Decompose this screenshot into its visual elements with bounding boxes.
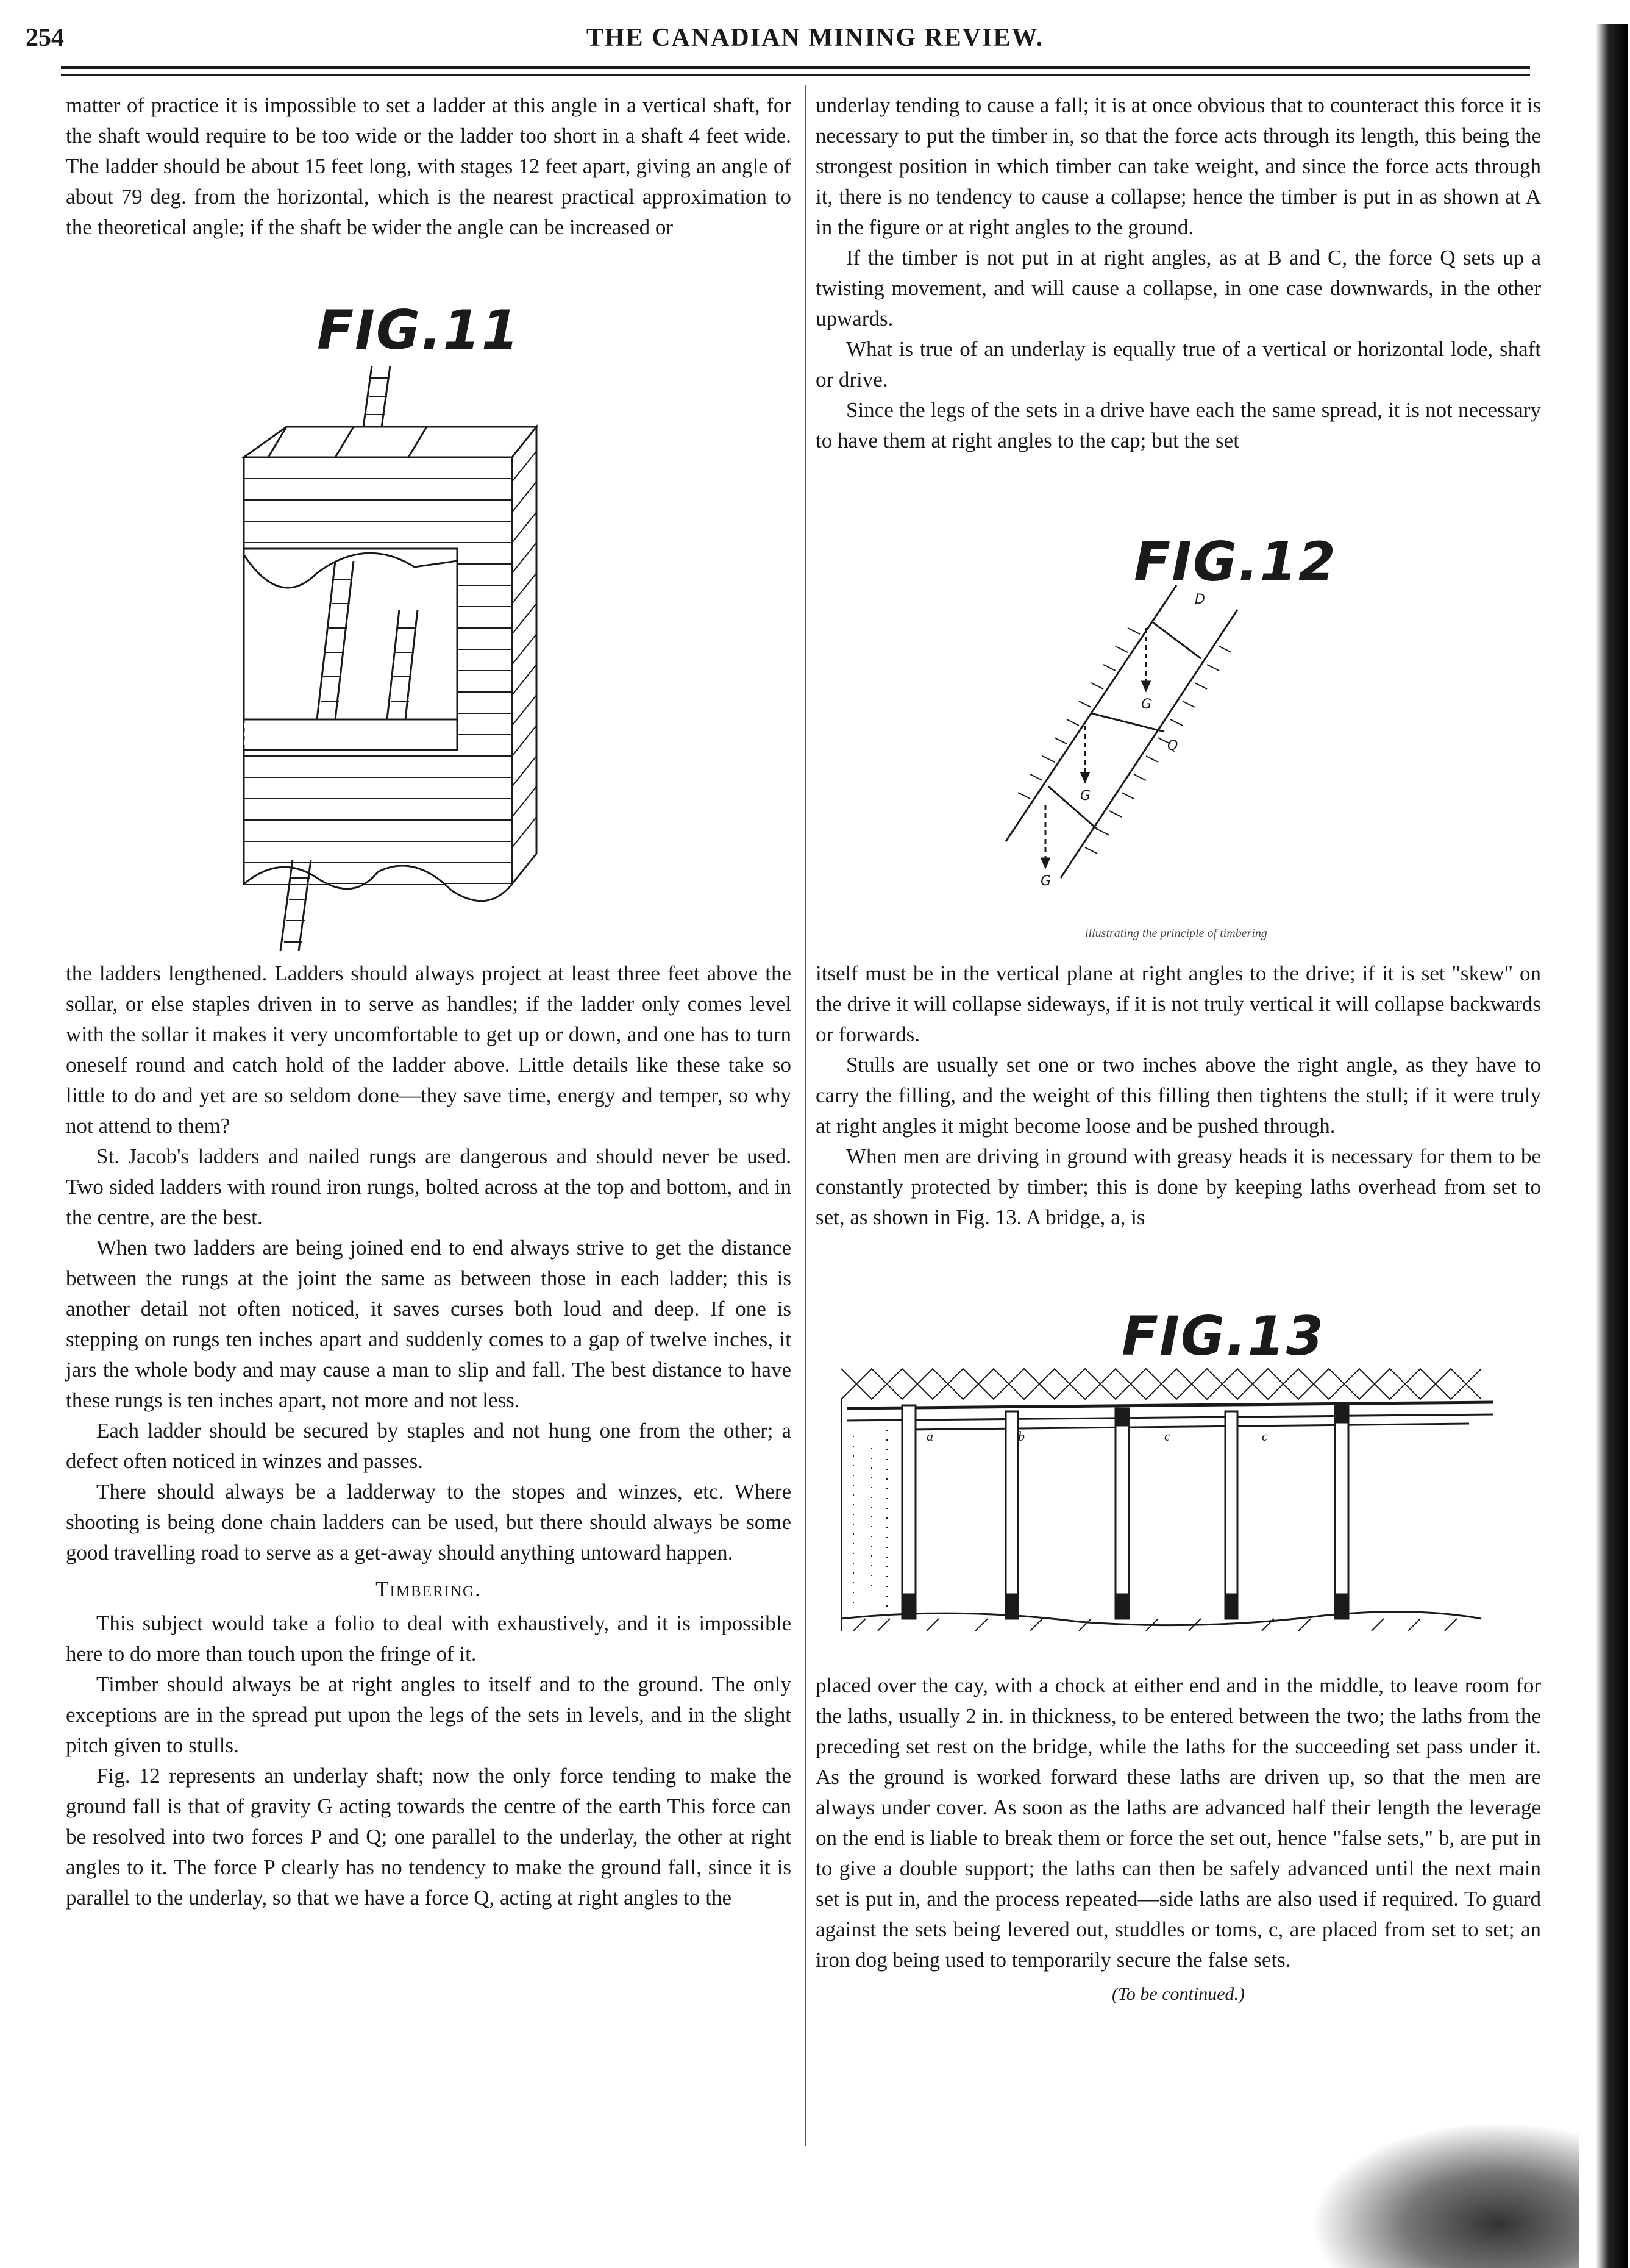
fig12-caption: FIG.12 (1134, 530, 1337, 593)
paragraph: Stulls are usually set one or two inches above the right angle, as they have to carry the filling, and the weight of this filling then tightens the stull; if it were truly at right angles it might become loose and be pushed through. (816, 1053, 1541, 1138)
header-rule-thick (61, 66, 1530, 69)
fig13-caption: FIG.13 (1122, 1305, 1325, 1368)
scan-edge-shadow (1596, 24, 1628, 2268)
paragraph: If the timber is not put in at right angles, as at B and C, the force Q sets up a twisting movement, and will cause a collapse, in one case downwards, in the other upwards. (816, 246, 1541, 330)
paragraph: Fig. 12 represents an underlay shaft; now the only force tending to make the ground fall is that of gravity G acting towards the centre of the earth This force can be resolved into two forces P and Q; one parallel to the underlay, the other at right angles to it. The force P clearly has no tendency to make the ground fall, since it is parallel to the underlay, so that we have a force Q, acting at right angles to the (66, 1764, 791, 1910)
fig12-label-g: G (1041, 874, 1052, 889)
paragraph: placed over the cay, with a chock at either end and in the middle, to leave room for the laths, usually 2 in. in thickness, to be entered between the two; the laths from the preceding set rest on the bridge, while the laths for the succeeding set pass under it. As the ground is worked forward these laths are driven up, so that the men are always under cover. As soon as the laths are advanced half their length the leverage on the end is liable to break them or force the set out, hence "false sets," b, are put in to give a double support; the laths can then be safely advanced until the next main set is put in, and the process repeated—side laths are also used if required. To guard against the sets being levered out, studdles or toms, c, are placed from set to set; an iron dog being used to temporarily secure the false sets. (816, 1674, 1541, 1972)
left-column-top (66, 90, 791, 243)
header-rule-thin (61, 74, 1530, 76)
paragraph: This subject would take a folio to deal with exhaustively, and it is impossible here to do more than touch upon the fringe of it. (66, 1611, 791, 1666)
paragraph: When two ladders are being joined end to end always strive to get the distance between the rungs at the joint the same as between those in each ladder; this is another detail not often noticed, it saves curses both loud and deep. If one is stepping on rungs ten inches apart and suddenly comes to a gap of twelve inches, it jars the whole body and may cause a man to slip and fall. The best distance to have these rungs is ten inches apart, not more and not less. (66, 1236, 791, 1412)
fig12-label-d: D (1195, 592, 1205, 607)
right-column-bottom (816, 1671, 1541, 2009)
paragraph: What is true of an underlay is equally true of a vertical or horizontal lode, shaft or drive. (816, 337, 1541, 391)
fig12-underlay-shaft-diagram (994, 573, 1335, 902)
right-column-top (816, 90, 1541, 456)
left-column-main (66, 958, 791, 1913)
fig11-caption: FIG.11 (317, 299, 520, 362)
fig12-note: illustrating the principle of timbering (1085, 927, 1267, 940)
fig12-label-g: G (1141, 697, 1152, 712)
fig13-label-c: c (1164, 1428, 1170, 1444)
to-be-continued: (To be continued.) (1111, 1984, 1245, 2004)
paragraph: There should always be a ladderway to the stopes and winzes, etc. Where shooting is being done chain ladders can be used, but there should always be some good travelling road to serve as a get-away should anything untoward happen. (66, 1480, 791, 1564)
page-number: 254 (26, 24, 64, 52)
paragraph: itself must be in the vertical plane at right angles to the drive; if it is set "skew" on the drive it will collapse sideways, if it is not truly vertical it will collapse backwards or forwards. (816, 961, 1541, 1046)
paragraph: When men are driving in ground with greasy heads it is necessary for them to be constantly protected by timber; this is done by keeping laths overhead from set to set, as shown in Fig. 13. A bridge, a, is (816, 1144, 1541, 1229)
section-heading: Timbering. (375, 1577, 482, 1601)
paragraph: the ladders lengthened. Ladders should always project at least three feet above the sollar, or else staples driven in to serve as handles; if the ladder only comes level with the sollar it makes it very uncomfortable to get up or down, and one has to turn oneself round and catch hold of the ladder above. Little details like these take so little to do and yet are so seldom done—they save time, energy and temper, so why not attend to them? (66, 961, 791, 1138)
fig13-label-a: a (927, 1428, 933, 1444)
fig11-shaft-illustration (232, 354, 658, 951)
ink-blot (1311, 2122, 1579, 2268)
right-column-middle (816, 958, 1541, 1233)
running-title: THE CANADIAN MINING REVIEW. (586, 24, 1044, 52)
paragraph: underlay tending to cause a fall; it is at once obvious that to counteract this force it is necessary to put the timber in, so that the force acts through its length, this being the strongest position in which timber can take weight, and since the force acts through it, there is no tendency to cause a collapse; hence the timber is put in as shown at A in the figure or at right angles to the ground. (816, 93, 1541, 239)
paragraph: Timber should always be at right angles to itself and to the ground. The only exceptions are in the spread put upon the legs of the sets in levels, and in the slight pitch given to stulls. (66, 1672, 791, 1757)
paragraph: Since the legs of the sets in a drive have each the same spread, it is not necessary to have them at right angles to the cap; but the set (816, 398, 1541, 452)
paragraph: matter of practice it is impossible to set a ladder at this angle in a vertical shaft, for the shaft would require to be too wide or the ladder too short in a shaft 4 feet wide. The ladder should be about 15 feet long, with stages 12 feet apart, giving an angle of about 79 deg. from the horizontal, which is the nearest practical approximation to the theoretical angle; if the shaft be wider the angle can be increased or (66, 93, 791, 239)
fig12-label-q: Q (1167, 738, 1178, 754)
fig13-label-c: c (1262, 1428, 1268, 1444)
column-divider (805, 85, 806, 2146)
paragraph: Each ladder should be secured by staples and not hung one from the other; a defect often noticed in winzes and passes. (66, 1419, 791, 1473)
fig12-label-g: G (1080, 788, 1091, 804)
fig13-drive-timbering-diagram (835, 1363, 1512, 1661)
fig13-label-b: b (1018, 1428, 1025, 1444)
paragraph: St. Jacob's ladders and nailed rungs are dangerous and should never be used. Two sided ladders with round iron rungs, bolted across at the top and bottom, and in the centre, are the best. (66, 1144, 791, 1229)
